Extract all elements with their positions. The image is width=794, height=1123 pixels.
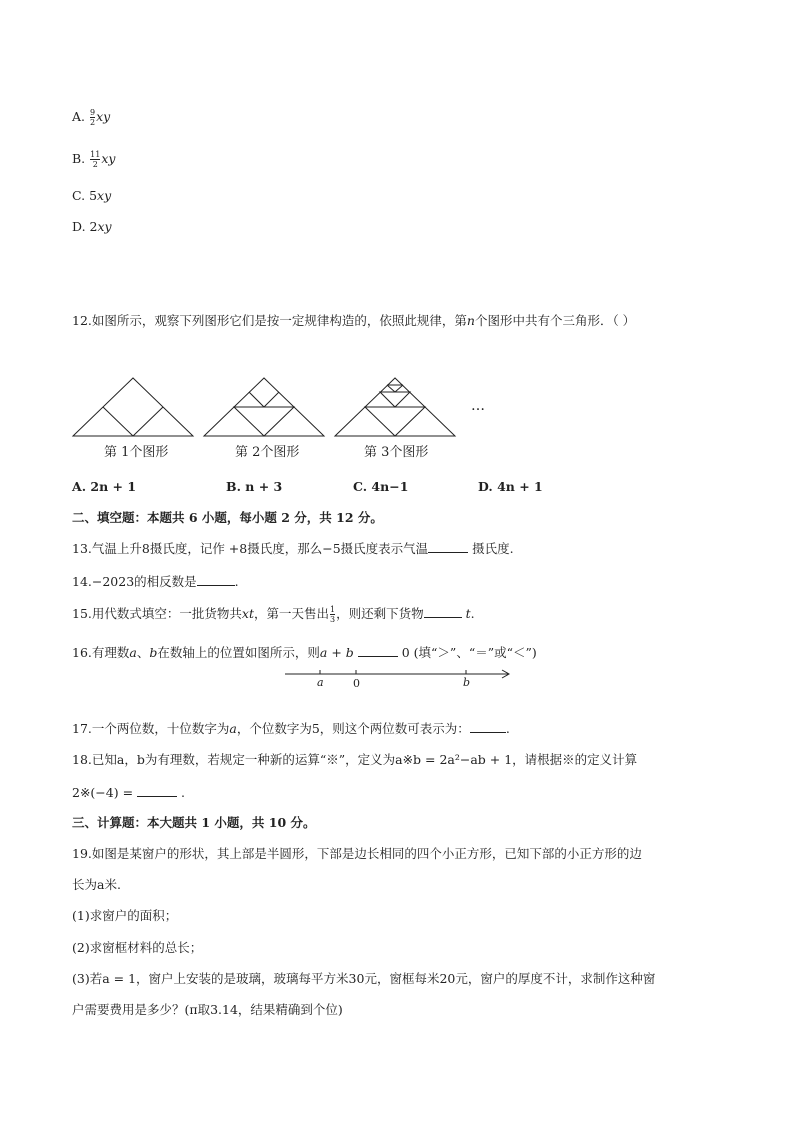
q12-option-c: C. 4n−1 [353, 479, 409, 494]
q16: 16.有理数a、b在数轴上的位置如图所示，则a + b 0 (填“＞”、“＝”或“＜”) [72, 645, 537, 660]
q19-sub1: (1)求窗户的面积； [72, 908, 178, 923]
q17-blank [470, 721, 506, 733]
q12-option-a: A. 2n + 1 [72, 479, 137, 494]
q19-line1: 19.如图是某窗户的形状，其上部是半圆形，下部是边长相同的四个小正方形，已知下部的小正方形的边 [72, 846, 642, 861]
q13-blank [428, 541, 468, 553]
q15: 15.用代数式填空：一批货物共xt，第一天售出 $\frac{1}{3}$ ，则还剩下货物 t. [72, 605, 475, 624]
q18-line1: 18.已知a，b为有理数，若规定一种新的运算“※”，定义为a※b = 2a²−ab + 1，请根据※的定义计算 [72, 752, 638, 767]
q18-line2: 2※(−4) = . [72, 785, 185, 800]
q11-option-b: B. $\frac{11}{2}$ xy [72, 150, 116, 169]
q12-stem: 12.如图所示，观察下列图形它们是按一定规律构造的，依照此规律，第n个图形中共有个三角形．（ ） [72, 313, 636, 328]
q17: 17.一个两位数，十位数字为a，个位数字为5，则这个两位数可表示为： . [72, 721, 510, 736]
q12-option-d: D. 4n + 1 [478, 479, 543, 494]
q13: 13.气温上升8摄氏度，记作 +8摄氏度，那么−5摄氏度表示气温 摄氏度. [72, 541, 514, 556]
q18-blank [137, 785, 177, 797]
q19-sub3-line2: 户需要费用是多少？(π取3.14，结果精确到个位) [72, 1002, 343, 1017]
q19-line2: 长为a米. [72, 877, 121, 892]
q16-blank [358, 645, 398, 657]
q12-option-b: B. n + 3 [226, 479, 283, 494]
q12-fig2-label: 第 2个图形 [235, 445, 300, 460]
q15-blank [424, 606, 462, 618]
q16-number-line [0, 665, 794, 695]
q11-option-c: C. 5xy [72, 188, 112, 203]
q19-sub2: (2)求窗框材料的总长； [72, 940, 203, 955]
q19-sub3-line1: (3)若a = 1，窗户上安装的是玻璃，玻璃每平方米30元，窗框每米20元，窗户的厚度不计，求制作这种窗 [72, 971, 656, 986]
q14: 14.−2023的相反数是 . [72, 574, 239, 589]
q11-option-a: A. $\frac{9}{2}$ xy [72, 108, 111, 127]
section-2-heading: 二、填空题：本题共 6 小题，每小题 2 分，共 12 分。 [72, 510, 383, 525]
q11-option-d: D. 2xy [72, 219, 112, 234]
section-3-heading: 三、计算题：本大题共 1 小题，共 10 分。 [72, 815, 316, 830]
q14-blank [197, 574, 235, 586]
q12-ellipsis: … [471, 398, 485, 414]
q16-label-a: a [317, 676, 324, 689]
q16-label-b: b [463, 676, 471, 689]
q12-fig1-label: 第 1个图形 [104, 445, 169, 460]
q16-label-0: 0 [353, 677, 360, 690]
q12-fig3-label: 第 3个图形 [364, 445, 429, 460]
